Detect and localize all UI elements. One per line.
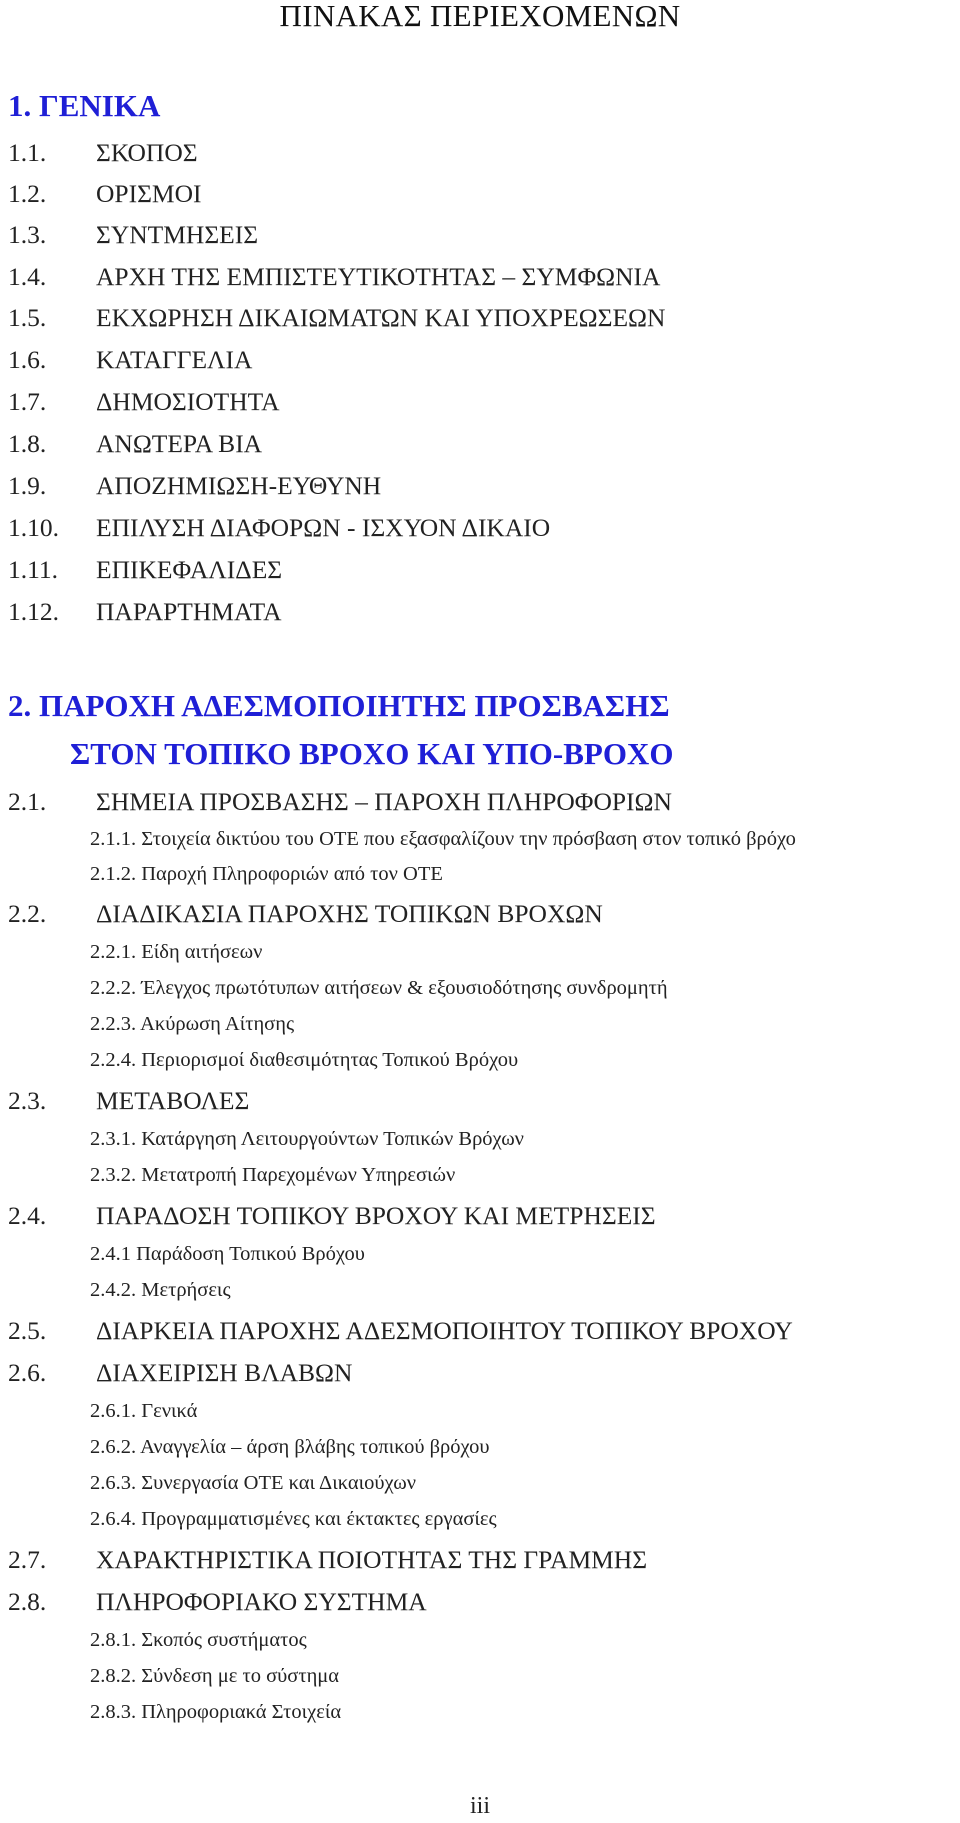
toc-entry-text: ΣΥΝΤΜΗΣΕΙΣ <box>96 220 259 249</box>
toc-entry-number: 2.8. <box>8 1587 47 1616</box>
toc-entry-number: 1.2. <box>8 179 47 208</box>
toc-entry-number: 1.7. <box>8 387 47 416</box>
toc-entry-text: ΑΡΧΗ ΤΗΣ ΕΜΠΙΣΤΕΥΤΙΚΟΤΗΤΑΣ – ΣΥΜΦΩΝΙΑ <box>96 262 661 291</box>
section-2-heading: 2. ΠΑΡΟΧΗ ΑΔΕΣΜΟΠΟΙΗΤΗΣ ΠΡΟΣΒΑΣΗΣ <box>8 688 670 723</box>
toc-entry-number: 2.2. <box>8 899 47 928</box>
toc-entry-text: ΠΛΗΡΟΦΟΡΙΑΚΟ ΣΥΣΤΗΜΑ <box>96 1587 427 1616</box>
toc-entry-text: ΣΗΜΕΙΑ ΠΡΟΣΒΑΣΗΣ – ΠΑΡΟΧΗ ΠΛΗΡΟΦΟΡΙΩΝ <box>96 787 672 816</box>
toc-entry-number: 1.1. <box>8 138 47 167</box>
toc-entry <box>8 786 672 818</box>
toc-subentry: 2.1.1. Στοιχεία δικτύου του ΟΤΕ που εξασφαλίζουν την πρόσβαση στον τοπικό βρόχο <box>90 828 796 850</box>
toc-entry-number: 2.3. <box>8 1086 47 1115</box>
toc-entry <box>8 512 550 544</box>
toc-subentry: 2.4.2. Μετρήσεις <box>90 1279 231 1301</box>
toc-entry <box>8 137 198 169</box>
toc-subentry: 2.2.1. Είδη αιτήσεων <box>90 941 263 963</box>
toc-subentry: 2.3.1. Κατάργηση Λειτουργούντων Τοπικών Βρόχων <box>90 1128 524 1150</box>
toc-subentry: 2.6.3. Συνεργασία ΟΤΕ και Δικαιούχων <box>90 1472 416 1494</box>
toc-entry-number: 2.5. <box>8 1316 47 1345</box>
toc-entry <box>8 302 665 334</box>
toc-entry <box>8 1586 427 1618</box>
toc-entry <box>8 554 282 586</box>
toc-entry-number: 1.12. <box>8 597 59 626</box>
toc-entry-text: ΔΙΑΔΙΚΑΣΙΑ ΠΑΡΟΧΗΣ ΤΟΠΙΚΩΝ ΒΡΟΧΩΝ <box>96 899 603 928</box>
toc-entry <box>8 261 660 293</box>
toc-entry-text: ΑΠΟΖΗΜΙΩΣΗ-ΕΥΘΥΝΗ <box>96 471 382 500</box>
toc-entry-text: ΚΑΤΑΓΓΕΛΙΑ <box>96 345 253 374</box>
toc-entry <box>8 219 258 251</box>
toc-entry <box>8 1357 352 1389</box>
toc-subentry: 2.2.3. Ακύρωση Αίτησης <box>90 1013 295 1035</box>
toc-entry-text: ΔΙΑΡΚΕΙΑ ΠΑΡΟΧΗΣ ΑΔΕΣΜΟΠΟΙΗΤΟΥ ΤΟΠΙΚΟΥ ΒΡΟΧΟΥ <box>96 1316 793 1345</box>
toc-subentry: 2.8.2. Σύνδεση με το σύστημα <box>90 1665 340 1687</box>
toc-entry-number: 1.10. <box>8 513 59 542</box>
toc-entry-number: 1.4. <box>8 262 47 291</box>
toc-entry <box>8 1544 647 1576</box>
toc-entry <box>8 1085 249 1117</box>
toc-entry-number: 2.4. <box>8 1201 47 1230</box>
toc-subentry: 2.8.3. Πληροφοριακά Στοιχεία <box>90 1701 342 1723</box>
toc-subentry: 2.8.1. Σκοπός συστήματος <box>90 1629 307 1651</box>
toc-entry <box>8 1200 656 1232</box>
toc-entry <box>8 470 381 502</box>
toc-subentry: 2.6.1. Γενικά <box>90 1400 198 1422</box>
toc-entry-text: ΕΠΙΛΥΣΗ ΔΙΑΦΟΡΩΝ - ΙΣΧΥΟΝ ΔΙΚΑΙΟ <box>96 513 551 542</box>
toc-entry-number: 2.1. <box>8 787 47 816</box>
toc-entry-text: ΕΠΙΚΕΦΑΛΙΔΕΣ <box>96 555 283 584</box>
toc-entry-number: 1.8. <box>8 429 47 458</box>
toc-entry <box>8 344 252 376</box>
toc-subentry: 2.4.1 Παράδοση Τοπικού Βρόχου <box>90 1243 365 1265</box>
toc-entry-text: ΔΙΑΧΕΙΡΙΣΗ ΒΛΑΒΩΝ <box>96 1358 353 1387</box>
toc-entry-text: ΠΑΡΑΡΤΗΜΑΤΑ <box>96 597 282 626</box>
toc-subentry: 2.2.2. Έλεγχος πρωτότυπων αιτήσεων & εξουσιοδότησης συνδρομητή <box>90 977 668 999</box>
toc-subentry: 2.3.2. Μετατροπή Παρεχομένων Υπηρεσιών <box>90 1164 456 1186</box>
toc-entry-number: 2.7. <box>8 1545 47 1574</box>
toc-subentry: 2.6.2. Αναγγελία – άρση βλάβης τοπικού βρόχου <box>90 1436 490 1458</box>
toc-entry-number: 1.6. <box>8 345 47 374</box>
toc-entry-text: ΠΑΡΑΔΟΣΗ ΤΟΠΙΚΟΥ ΒΡΟΧΟΥ ΚΑΙ ΜΕΤΡΗΣΕΙΣ <box>96 1201 656 1230</box>
toc-entry <box>8 428 262 460</box>
toc-subentry: 2.6.4. Προγραμματισμένες και έκτακτες εργασίες <box>90 1508 497 1530</box>
toc-entry-text: ΕΚΧΩΡΗΣΗ ΔΙΚΑΙΩΜΑΤΩΝ ΚΑΙ ΥΠΟΧΡΕΩΣΕΩΝ <box>96 303 666 332</box>
toc-entry-text: ΔΗΜΟΣΙΟΤΗΤΑ <box>96 387 280 416</box>
page-number: iii <box>469 1793 490 1819</box>
toc-entry-text: ΧΑΡΑΚΤΗΡΙΣΤΙΚΑ ΠΟΙΟΤΗΤΑΣ ΤΗΣ ΓΡΑΜΜΗΣ <box>96 1545 648 1574</box>
toc-entry <box>8 178 202 210</box>
toc-entry-text: ΑΝΩΤΕΡΑ ΒΙΑ <box>96 429 263 458</box>
toc-entry <box>8 1315 793 1347</box>
section-1-heading: 1. ΓΕΝΙΚΑ <box>8 88 161 123</box>
toc-entry-text: ΟΡΙΣΜΟΙ <box>96 179 202 208</box>
toc-entry-number: 1.3. <box>8 220 47 249</box>
toc-entry <box>8 596 282 628</box>
toc-entry <box>8 898 603 930</box>
toc-subentry: 2.2.4. Περιορισμοί διαθεσιμότητας Τοπικού Βρόχου <box>90 1049 519 1071</box>
toc-entry-number: 1.11. <box>8 555 59 584</box>
toc-entry-text: ΜΕΤΑΒΟΛΕΣ <box>96 1086 250 1115</box>
toc-subentry: 2.1.2. Παροχή Πληροφοριών από τον ΟΤΕ <box>90 863 443 885</box>
toc-entry-number: 1.9. <box>8 471 47 500</box>
toc-entry <box>8 386 280 418</box>
toc-entry-number: 2.6. <box>8 1358 47 1387</box>
toc-entry-text: ΣΚΟΠΟΣ <box>96 138 198 167</box>
toc-entry-number: 1.5. <box>8 303 47 332</box>
section-2-heading-continued: ΣΤΟΝ ΤΟΠΙΚΟ ΒΡΟΧΟ ΚΑΙ ΥΠΟ-ΒΡΟΧΟ <box>70 736 674 771</box>
page-title: ΠΙΝΑΚΑΣ ΠΕΡΙΕΧΟΜΕΝΩΝ <box>279 0 681 33</box>
